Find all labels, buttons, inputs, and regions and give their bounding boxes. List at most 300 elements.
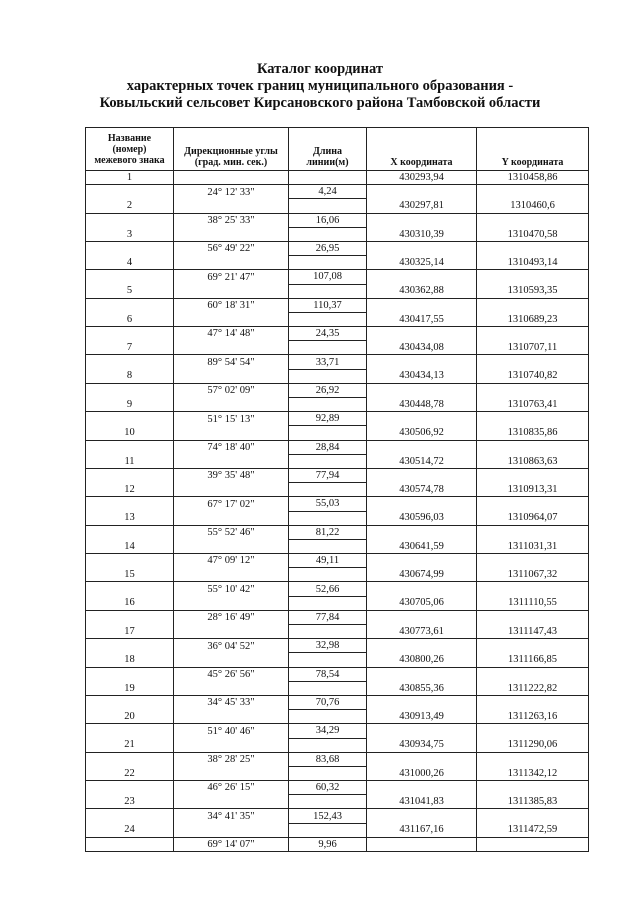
angle-empty [174,227,289,241]
point-name: 9 [86,398,174,412]
x-coordinate: 430514,72 [367,454,477,468]
angle-empty [174,426,289,440]
y-coordinate: 1310593,35 [477,284,589,298]
angle-empty [174,596,289,610]
point-name: 23 [86,795,174,809]
point-empty [86,412,174,426]
segment-row [86,724,589,738]
x-coordinate: 430310,39 [367,227,477,241]
angle-empty [174,681,289,695]
x-empty [367,185,477,199]
line-length: 92,89 [289,412,367,426]
segment-row [86,525,589,539]
point-name: 14 [86,539,174,553]
point-empty [86,639,174,653]
direction-angle: 69° 14' 07" [174,837,289,851]
x-coordinate: 430800,26 [367,653,477,667]
point-empty [86,440,174,454]
y-coordinate: 1310763,41 [477,398,589,412]
point-empty [86,752,174,766]
segment-row [86,185,589,199]
line-length: 33,71 [289,355,367,369]
y-coordinate: 1311147,43 [477,625,589,639]
x-empty [367,525,477,539]
x-empty [367,582,477,596]
length-empty [289,483,367,497]
x-empty [367,497,477,511]
point-empty [86,241,174,255]
point-empty [86,525,174,539]
y-coordinate: 1310458,86 [477,171,589,185]
line-length: 4,24 [289,185,367,199]
point-empty [86,185,174,199]
angle-empty [174,398,289,412]
angle-empty [174,256,289,270]
point-name: 5 [86,284,174,298]
y-empty [477,752,589,766]
point-empty [86,383,174,397]
point-empty [86,298,174,312]
title-line-3: Ковыльский сельсовет Кирсановского района Тамбовской области [99,95,541,111]
y-empty [477,667,589,681]
direction-angle: 47° 14' 48" [174,327,289,341]
angle-empty [174,199,289,213]
y-coordinate: 1311385,83 [477,795,589,809]
length-empty [289,625,367,639]
point-name: 6 [86,312,174,326]
point-row [86,653,589,667]
point-empty [86,837,174,851]
segment-row [86,752,589,766]
x-coordinate: 430641,59 [367,539,477,553]
y-empty [477,185,589,199]
segment-row [86,327,589,341]
direction-angle: 47° 09' 12" [174,554,289,568]
direction-angle: 57° 02' 09" [174,383,289,397]
angle-empty [174,653,289,667]
point-empty [86,554,174,568]
x-empty [367,355,477,369]
x-coordinate: 431041,83 [367,795,477,809]
y-coordinate: 1311031,31 [477,539,589,553]
x-empty [367,752,477,766]
point-empty [86,582,174,596]
x-empty [367,383,477,397]
direction-angle: 67° 17' 02" [174,497,289,511]
segment-row [86,781,589,795]
document-title [0,61,640,112]
length-empty [289,681,367,695]
x-empty [367,241,477,255]
direction-angle: 51° 40' 46" [174,724,289,738]
point-empty [86,610,174,624]
line-length: 77,84 [289,610,367,624]
point-name: 21 [86,738,174,752]
direction-angle: 38° 25' 33" [174,213,289,227]
point-name: 8 [86,369,174,383]
direction-angle: 45° 26' 56" [174,667,289,681]
y-empty [477,554,589,568]
x-coordinate: 430293,94 [367,171,477,185]
point-row [86,710,589,724]
x-coordinate: 430574,78 [367,483,477,497]
point-row [86,227,589,241]
direction-angle: 28° 16' 49" [174,610,289,624]
angle-empty [174,483,289,497]
point-name: 16 [86,596,174,610]
x-empty [367,440,477,454]
y-coordinate: 1311472,59 [477,823,589,837]
point-row [86,681,589,695]
y-coordinate: 1310460,6 [477,199,589,213]
point-row [86,171,589,185]
y-empty [477,468,589,482]
point-row [86,511,589,525]
direction-angle: 39° 35' 48" [174,468,289,482]
line-length: 107,08 [289,270,367,284]
x-coordinate: 430434,13 [367,369,477,383]
y-empty [477,582,589,596]
point-row [86,568,589,582]
point-row [86,795,589,809]
direction-angle: 34° 45' 33" [174,695,289,709]
point-name: 24 [86,823,174,837]
x-coordinate: 430773,61 [367,625,477,639]
segment-row [86,298,589,312]
x-coordinate: 431167,16 [367,823,477,837]
point-empty [86,327,174,341]
segment-row [86,270,589,284]
point-name: 7 [86,341,174,355]
title-line-2: характерных точек границ муниципального образования - [126,78,514,94]
coordinate-catalog-table [85,127,589,852]
point-empty [86,213,174,227]
table-header-row [86,128,589,171]
y-empty [477,525,589,539]
point-empty [86,781,174,795]
x-coordinate: 430434,08 [367,341,477,355]
y-empty [477,781,589,795]
x-empty [367,695,477,709]
angle-empty [174,710,289,724]
x-coordinate: 430855,36 [367,681,477,695]
x-coordinate: 430913,49 [367,710,477,724]
x-coordinate: 430325,14 [367,256,477,270]
point-row [86,284,589,298]
x-empty [367,667,477,681]
y-coordinate: 1311263,16 [477,710,589,724]
point-row [86,369,589,383]
title-line-1: Каталог координат [256,61,384,77]
angle-empty [174,539,289,553]
length-empty [289,710,367,724]
direction-angle: 55° 52' 46" [174,525,289,539]
line-length: 55,03 [289,497,367,511]
direction-angle: 89° 54' 54" [174,355,289,369]
angle-empty [174,568,289,582]
point-name: 19 [86,681,174,695]
table-body [86,171,589,852]
header-point-name: Название (номер) межевого знака [86,128,174,171]
y-coordinate: 1310689,23 [477,312,589,326]
y-coordinate: 1311342,12 [477,766,589,780]
point-row [86,454,589,468]
x-coordinate: 430448,78 [367,398,477,412]
point-row [86,256,589,270]
length-empty [289,738,367,752]
y-empty [477,213,589,227]
segment-row [86,610,589,624]
y-coordinate: 1310913,31 [477,483,589,497]
x-coordinate: 431000,26 [367,766,477,780]
direction-angle: 34° 41' 35" [174,809,289,823]
length-empty [289,795,367,809]
angle-empty [174,454,289,468]
point-row [86,312,589,326]
length-empty [289,511,367,525]
point-name: 2 [86,199,174,213]
point-name: 20 [86,710,174,724]
length-empty [289,398,367,412]
y-coordinate: 1311110,55 [477,596,589,610]
x-coordinate: 430362,88 [367,284,477,298]
x-empty [367,213,477,227]
y-coordinate: 1311067,32 [477,568,589,582]
point-row [86,483,589,497]
direction-angle: 38° 28' 25" [174,752,289,766]
y-coordinate: 1310493,14 [477,256,589,270]
y-empty [477,327,589,341]
point-row [86,539,589,553]
x-empty [367,639,477,653]
y-empty [477,639,589,653]
length-empty [289,369,367,383]
segment-row [86,497,589,511]
length-empty [289,341,367,355]
x-empty [367,270,477,284]
length-empty [289,256,367,270]
line-length: 49,11 [289,554,367,568]
length-empty [289,539,367,553]
direction-angle: 69° 21' 47" [174,270,289,284]
x-coordinate: 430674,99 [367,568,477,582]
y-coordinate: 1310964,07 [477,511,589,525]
segment-row [86,383,589,397]
point-name: 18 [86,653,174,667]
point-name: 1 [86,171,174,185]
angle-empty [174,284,289,298]
point-empty [86,355,174,369]
point-row [86,823,589,837]
y-empty [477,809,589,823]
x-empty [367,837,477,851]
length-empty [289,568,367,582]
x-empty [367,554,477,568]
point-row [86,625,589,639]
line-length: 26,92 [289,383,367,397]
y-empty [477,241,589,255]
angle-empty [174,738,289,752]
header-direction-angles: Дирекционные углы (град. мин. сек.) [174,128,289,171]
length-empty [289,426,367,440]
point-empty [86,724,174,738]
angle-empty [174,312,289,326]
y-coordinate: 1311222,82 [477,681,589,695]
y-empty [477,837,589,851]
y-empty [477,412,589,426]
line-length: 77,94 [289,468,367,482]
length-empty [289,171,367,185]
y-coordinate: 1311166,85 [477,653,589,667]
angle-empty [174,171,289,185]
y-empty [477,270,589,284]
point-empty [86,667,174,681]
line-length: 24,35 [289,327,367,341]
y-empty [477,298,589,312]
line-length: 70,76 [289,695,367,709]
point-row [86,341,589,355]
segment-row [86,837,589,851]
segment-row [86,695,589,709]
length-empty [289,454,367,468]
line-length: 32,98 [289,639,367,653]
segment-row [86,667,589,681]
segment-row [86,412,589,426]
line-length: 16,06 [289,213,367,227]
length-empty [289,653,367,667]
line-length: 52,66 [289,582,367,596]
point-row [86,398,589,412]
y-coordinate: 1311290,06 [477,738,589,752]
segment-row [86,355,589,369]
x-coordinate: 430596,03 [367,511,477,525]
direction-angle: 74° 18' 40" [174,440,289,454]
direction-angle: 55° 10' 42" [174,582,289,596]
angle-empty [174,766,289,780]
y-empty [477,724,589,738]
x-empty [367,724,477,738]
length-empty [289,199,367,213]
angle-empty [174,795,289,809]
length-empty [289,227,367,241]
length-empty [289,284,367,298]
x-coordinate: 430506,92 [367,426,477,440]
length-empty [289,596,367,610]
line-length: 83,68 [289,752,367,766]
y-empty [477,355,589,369]
y-empty [477,383,589,397]
point-name: 4 [86,256,174,270]
y-coordinate: 1310470,58 [477,227,589,241]
x-empty [367,327,477,341]
direction-angle: 36° 04' 52" [174,639,289,653]
header-x-coordinate: X координата [367,128,477,171]
segment-row [86,213,589,227]
line-length: 26,95 [289,241,367,255]
point-empty [86,695,174,709]
point-row [86,199,589,213]
line-length: 152,43 [289,809,367,823]
length-empty [289,766,367,780]
segment-row [86,639,589,653]
x-coordinate: 430297,81 [367,199,477,213]
y-empty [477,497,589,511]
line-length: 78,54 [289,667,367,681]
y-empty [477,440,589,454]
direction-angle: 51° 15' 13" [174,412,289,426]
angle-empty [174,511,289,525]
point-row [86,766,589,780]
segment-row [86,241,589,255]
point-name: 11 [86,454,174,468]
point-empty [86,809,174,823]
segment-row [86,554,589,568]
segment-row [86,440,589,454]
y-empty [477,695,589,709]
point-name: 17 [86,625,174,639]
line-length: 110,37 [289,298,367,312]
x-empty [367,781,477,795]
point-empty [86,270,174,284]
direction-angle: 24° 12' 33" [174,185,289,199]
angle-empty [174,369,289,383]
point-empty [86,497,174,511]
point-name: 3 [86,227,174,241]
x-empty [367,298,477,312]
header-y-coordinate: Y координата [477,128,589,171]
line-length: 28,84 [289,440,367,454]
line-length: 81,22 [289,525,367,539]
point-name: 12 [86,483,174,497]
x-empty [367,468,477,482]
y-empty [477,610,589,624]
point-name: 22 [86,766,174,780]
x-coordinate: 430934,75 [367,738,477,752]
point-empty [86,468,174,482]
angle-empty [174,341,289,355]
x-empty [367,610,477,624]
line-length: 9,96 [289,837,367,851]
segment-row [86,468,589,482]
point-row [86,426,589,440]
line-length: 60,32 [289,781,367,795]
point-name: 10 [86,426,174,440]
angle-empty [174,625,289,639]
line-length: 34,29 [289,724,367,738]
point-row [86,738,589,752]
header-line-length: Длина линии(м) [289,128,367,171]
point-name: 13 [86,511,174,525]
segment-row [86,582,589,596]
direction-angle: 56° 49' 22" [174,241,289,255]
y-coordinate: 1310740,82 [477,369,589,383]
x-empty [367,412,477,426]
direction-angle: 46° 26' 15" [174,781,289,795]
y-coordinate: 1310863,63 [477,454,589,468]
point-name: 15 [86,568,174,582]
x-coordinate: 430705,06 [367,596,477,610]
length-empty [289,312,367,326]
angle-empty [174,823,289,837]
x-coordinate: 430417,55 [367,312,477,326]
segment-row [86,809,589,823]
y-coordinate: 1310835,86 [477,426,589,440]
length-empty [289,823,367,837]
y-coordinate: 1310707,11 [477,341,589,355]
point-row [86,596,589,610]
x-empty [367,809,477,823]
direction-angle: 60° 18' 31" [174,298,289,312]
